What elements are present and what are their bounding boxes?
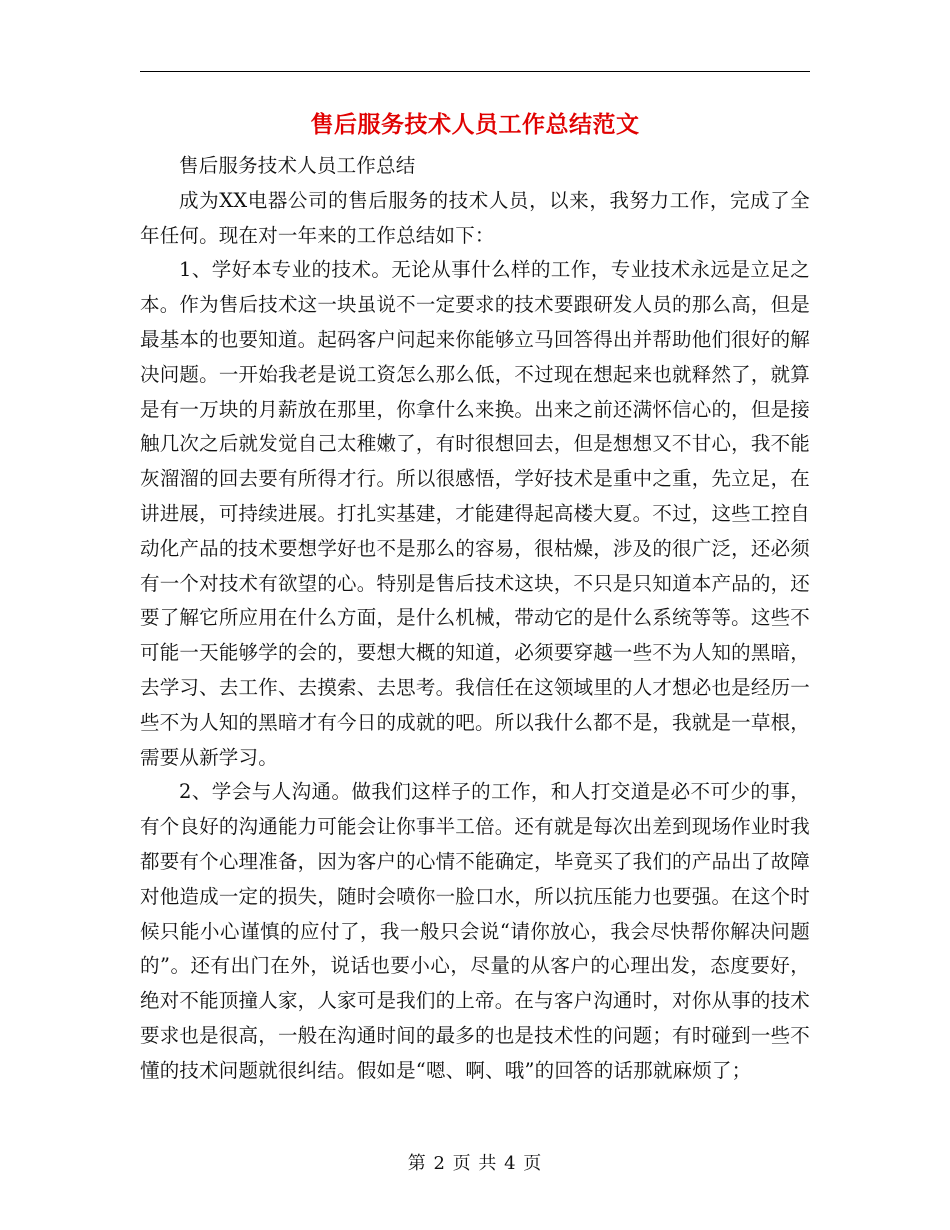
page-number: 第 2 页 共 4 页 — [407, 1153, 543, 1174]
body-paragraph: 2、学会与人沟通。做我们这样子的工作，和人打交道是必不可少的事，有个良好的沟通能力可能会让你事半工倍。还有就是每次出差到现场作业时我都要有个心理准备，因为客户的心情不能确定，毕竟买了我们的产品出了故障对他造成一定的损失，随时会喷你一脸口水，所以抗压能力也要强。在这个时候只能小心谨慎的应付了，我一般只会说“请你放心，我会尽快帮你解决问题的”。还有出门在外，说话也要小心，尽量的从客户的心理出发，态度要好，绝对不能顶撞人家，人家可是我们的上帝。在与客户沟通时，对你从事的技术要求也是很高，一般在沟通时间的最多的也是技术性的问题；有时碰到一些不懂的技术问题就很纠结。假如是“嗯、啊、哦”的回答的话那就麻烦了； — [140, 780, 810, 1082]
body-paragraph: 售后服务技术人员工作总结 — [179, 154, 416, 177]
document-title: 售后服务技术人员工作总结范文 — [310, 112, 640, 138]
header-rule — [140, 71, 810, 72]
body-paragraph: 成为XX电器公司的售后服务的技术人员，以来，我努力工作，完成了全年任何。现在对一年来的工作总结如下： — [140, 188, 810, 247]
body-paragraph: 1、学好本专业的技术。无论从事什么样的工作，专业技术永远是立足之本。作为售后技术这一块虽说不一定要求的技术要跟研发人员的那么高，但是最基本的也要知道。起码客户问起来你能够立马回答得出并帮助他们很好的解决问题。一开始我老是说工资怎么那么低，不过现在想起来也就释然了，就算是有一万块的月薪放在那里，你拿什么来换。出来之前还满怀信心的，但是接触几次之后就发觉自己太稚嫩了，有时很想回去，但是想想又不甘心，我不能灰溜溜的回去要有所得才行。所以很感悟，学好技术是重中之重，先立足，在讲进展，可持续进展。打扎实基建，才能建得起高楼大夏。不过，这些工控自动化产品的技术要想学好也不是那么的容易，很枯燥，涉及的很广泛，还必须有一个对技术有欲望的心。特别是售后技术这块，不只是只知道本产品的，还要了解它所应用在什么方面，是什么机械，带动它的是什么系统等等。这些不可能一天能够学的会的，要想大概的知道，必须要穿越一些不为人知的黑暗，去学习、去工作、去摸索、去思考。我信任在这领域里的人才想必也是经历一些不为人知的黑暗才有今日的成就的吧。所以我什么都不是，我就是一草根，需要从新学习。 — [140, 258, 810, 769]
document-body — [140, 149, 810, 1089]
